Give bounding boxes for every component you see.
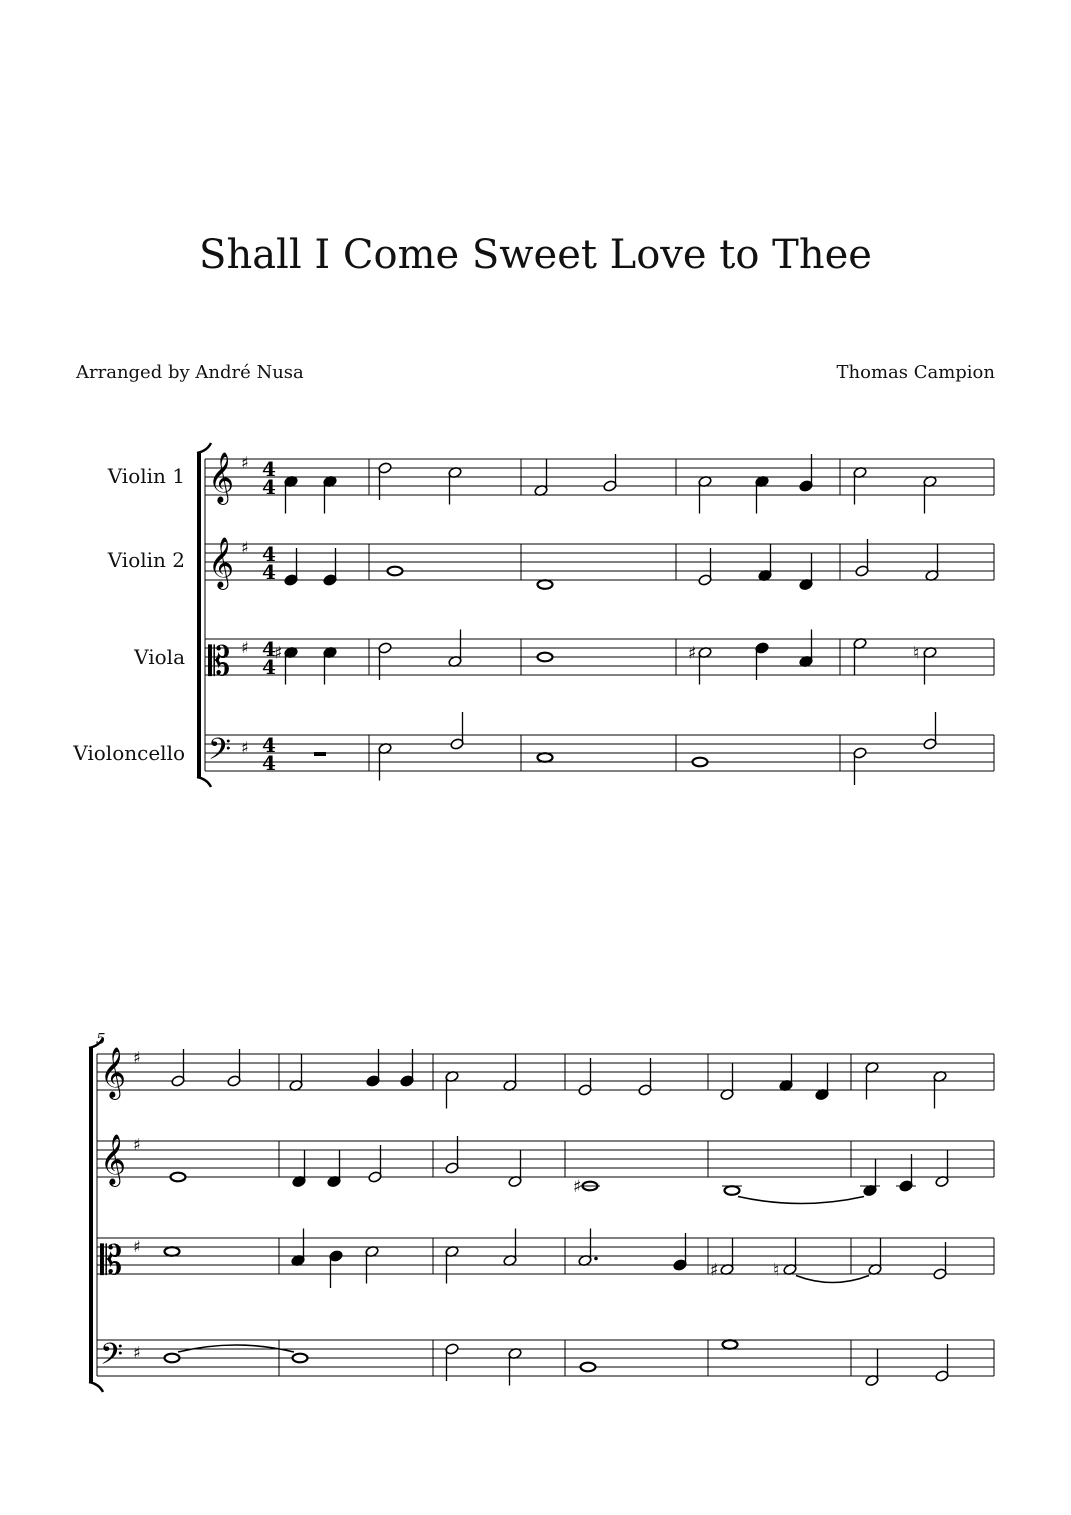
alto-clef-glyph: 𝄡 [208,639,231,685]
measure-number-5: 5 [96,1030,106,1048]
time-signature-top: 4 [262,542,276,566]
tie [796,1276,869,1283]
whole-note [723,1340,738,1349]
arranger-credit: Arranged by André Nusa [76,362,304,383]
key-signature-sharp: ♯ [241,538,249,557]
time-signature-bottom: 4 [262,751,276,775]
key-signature-sharp: ♯ [133,1343,141,1362]
time-signature-bottom: 4 [262,560,276,584]
whole-note [165,1354,180,1363]
natural-accidental: ♮ [773,1260,780,1281]
bass-clef-glyph: 𝄢 [208,733,232,774]
tie [738,1197,864,1204]
key-signature-sharp: ♯ [133,1048,141,1067]
whole-note [165,1247,180,1256]
composer-credit: Thomas Campion [836,362,995,383]
whole-note [388,567,403,576]
whole-note [725,1186,740,1195]
instrument-label-violoncello: Violoncello [73,741,185,765]
instrument-label-violin-2: Violin 2 [107,548,185,572]
time-signature-top: 4 [262,733,276,757]
whole-note [538,653,553,662]
whole-note [581,1363,596,1372]
key-signature-sharp: ♯ [241,738,249,757]
key-signature-sharp: ♯ [241,453,249,472]
key-signature-sharp: ♯ [241,638,249,657]
sharp-accidental: ♯ [274,643,283,664]
treble-clef-glyph: 𝄞 [100,1134,127,1185]
sharp-accidental: ♯ [688,643,697,664]
time-signature-bottom: 4 [262,655,276,679]
time-signature-bottom: 4 [262,475,276,499]
system-bracket [197,453,201,777]
sharp-accidental: ♯ [710,1260,719,1281]
augmentation-dot [594,1257,598,1261]
whole-note [538,753,553,762]
bracket-bottom-hook [89,1382,103,1392]
natural-accidental: ♮ [913,643,920,664]
sharp-accidental: ♯ [573,1177,582,1197]
whole-note [693,758,708,767]
instrument-label-violin-1: Violin 1 [107,464,185,488]
whole-note [293,1354,308,1363]
half-rest [314,752,326,756]
instrument-label-viola: Viola [134,645,185,669]
system-bracket [89,1048,93,1382]
bass-clef-glyph: 𝄢 [100,1338,124,1379]
bracket-bottom-hook [197,777,211,787]
key-signature-sharp: ♯ [133,1237,141,1256]
key-signature-sharp: ♯ [133,1135,141,1154]
treble-clef-glyph: 𝄞 [100,1047,127,1098]
score-title: Shall I Come Sweet Love to Thee [199,232,872,278]
alto-clef-glyph: 𝄡 [100,1238,123,1284]
treble-clef-glyph: 𝄞 [208,537,235,588]
whole-note [171,1173,186,1182]
whole-note [538,580,553,589]
time-signature-top: 4 [262,457,276,481]
time-signature-top: 4 [262,637,276,661]
treble-clef-glyph: 𝄞 [208,452,235,503]
